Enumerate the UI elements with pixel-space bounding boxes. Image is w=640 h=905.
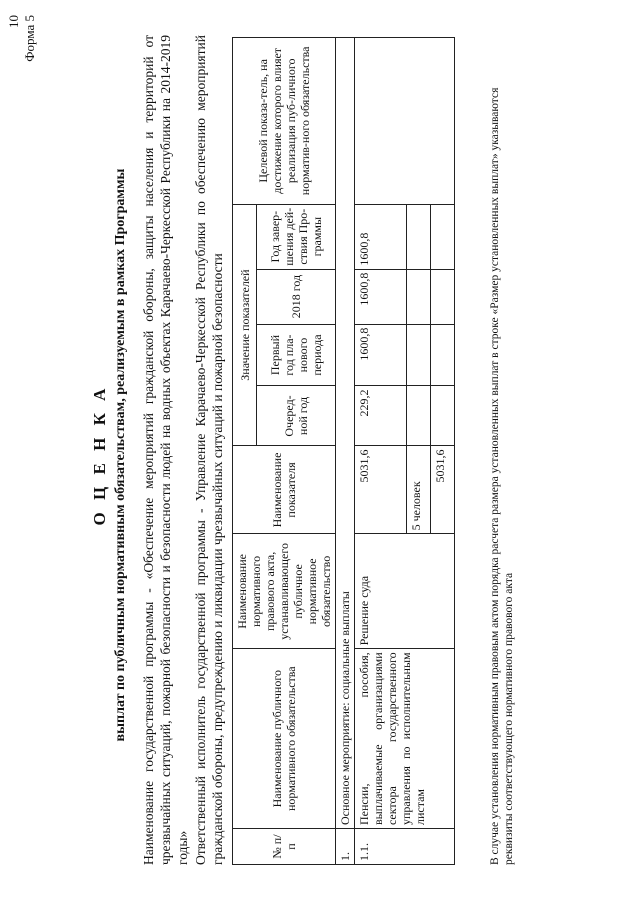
row-legal-act: Решение суда xyxy=(355,534,455,649)
header-num: № п/п xyxy=(233,829,336,865)
section-label: Основное мероприятие: социальные выплаты xyxy=(336,38,355,829)
row-num: 1.1. xyxy=(355,829,455,865)
empty-cell xyxy=(407,386,431,446)
row-end-year: 1600,8 xyxy=(355,204,407,269)
header-legal-act: Наименование нормативного правового акта, устанавливающего публичное нормативное обязательство xyxy=(233,534,336,649)
row-indicator-value: 5031,6 xyxy=(355,446,407,534)
empty-cell xyxy=(407,204,431,269)
header-year-2018: 2018 год xyxy=(257,269,336,324)
page-number: 10 xyxy=(6,15,21,28)
empty-cell xyxy=(407,324,431,386)
empty-cell xyxy=(407,269,431,324)
header-obligation: Наименование публичного нормативного обязательства xyxy=(233,649,336,829)
document-title: О Ц Е Н К А xyxy=(90,384,109,526)
header-queue-year: Очеред-ной год xyxy=(257,386,336,446)
empty-cell xyxy=(431,204,455,269)
header-target: Целевой показа-тель, на достижение которого влияет реализация пуб-личного норматив-ного обязательства xyxy=(233,38,336,205)
row-people: 5 человек xyxy=(407,446,431,534)
estimate-table xyxy=(232,37,455,865)
responsible-executor: Ответственный исполнитель государственной программы - Управление Карачаево-Черкесской Республики по обеспечению мероприятий гражданской обороны, предупреждению и ликвидации чрезвычайных ситуаций и пожарной безопасности xyxy=(193,35,225,865)
header-first-year: Первый год пла-нового периода xyxy=(257,324,336,386)
header-end-year: Год завер-шения дей-ствия Про-граммы xyxy=(257,204,336,269)
row-target xyxy=(355,38,455,205)
page-header xyxy=(6,15,38,105)
header-indicator: Наименование показателя xyxy=(233,446,336,534)
row-first-year: 1600,8 xyxy=(355,324,407,386)
row-total: 5031,6 xyxy=(431,446,455,534)
row-queue-year: 229,2 xyxy=(355,386,407,446)
empty-cell xyxy=(431,324,455,386)
header-values-group: Значение показателей xyxy=(233,204,257,446)
document-subtitle: выплат по публичным нормативным обязательствам, реализуемым в рамках Программы xyxy=(113,168,128,742)
row-year-2018: 1600,8 xyxy=(355,269,407,324)
footnote: В случае установления нормативным правовым актом порядка расчета размера установленных выплат в строке «Размер установленных выплат» указываются реквизиты соответствующего нормативного правового акта xyxy=(489,87,515,865)
form-label: Форма 5 xyxy=(22,15,37,62)
empty-cell xyxy=(431,269,455,324)
empty-cell xyxy=(431,386,455,446)
row-obligation: Пенсии, пособия, выплачиваемые организациями сектора государственного управления по исполнительным листам xyxy=(355,649,455,829)
program-name: Наименование государственной программы - «Обеспечение мероприятий гражданской обороны, защиты населения и территорий от чрезвычайных ситуаций, пожарной безопасности и безопасности людей на водных объектах Карачаево-Черкесской Республики на 2014-2019 годы» xyxy=(141,35,190,865)
section-num: 1. xyxy=(336,829,355,865)
